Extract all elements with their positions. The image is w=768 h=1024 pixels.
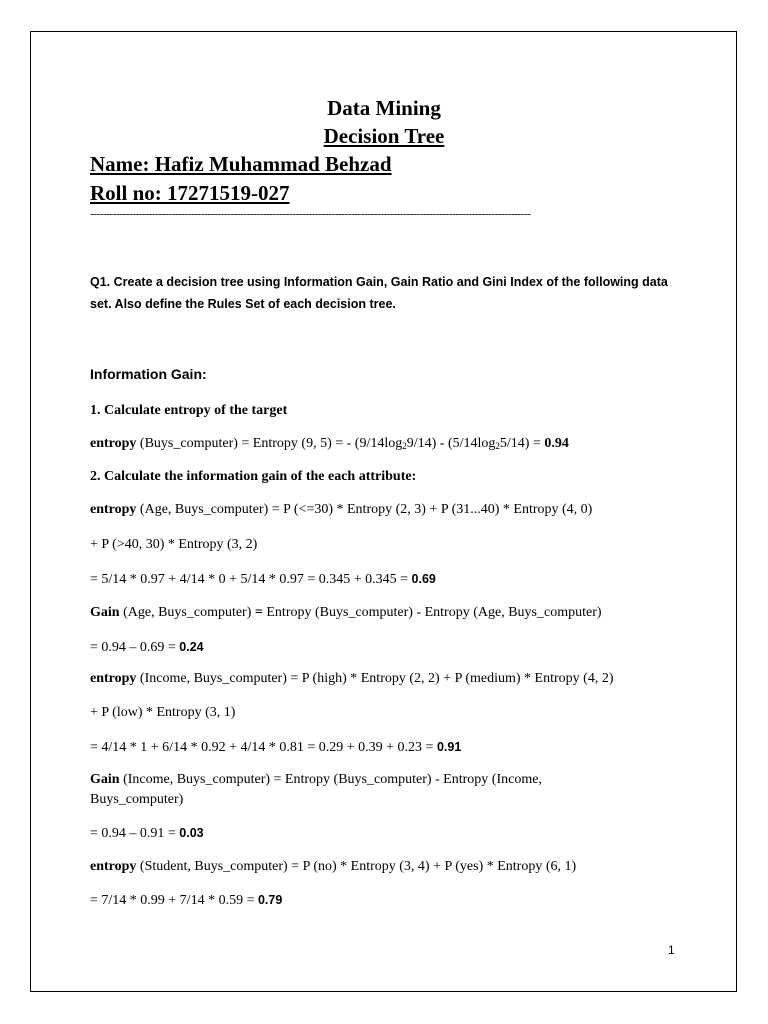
step-2-heading: 2. Calculate the information gain of the each attribute: [90,469,417,484]
entropy-income-line: entropy (Income, Buys_computer) = P (high) * Entropy (2, 2) + P (medium) * Entropy (4, 2) [90,671,614,686]
gain-age-result: 0.24 [179,640,204,654]
entropy-student-result: 0.79 [257,893,283,907]
section-heading: Information Gain: [90,366,207,382]
gain-income-line: Gain (Income, Buys_computer) = Entropy (Buys_computer) - Entropy (Income, [90,772,542,787]
entropy-target-result: 0.94 [544,436,569,451]
author-name: Name: Hafiz Muhammad Behzad [90,152,392,176]
entropy-target-line: entropy (Buys_computer) = Entropy (9, 5) = - $(9/14\log_29/14) - (5/14\log_25/14) = 0.94$ [90,436,569,451]
roll-number: Roll no: 17271519-027 [90,181,290,205]
entropy-age-line: entropy (Age, Buys_computer) = P (<=30) * Entropy (2, 3) + P (31...40) * Entropy (4, 0) [90,502,593,517]
step-1-heading: 1. Calculate entropy of the target [90,403,288,418]
question-text: Q1. Create a decision tree using Information Gain, Gain Ratio and Gini Index of the following data set. Also define the Rules Set of each decision tree. [90,275,668,311]
page-subtitle: Decision Tree [323,124,445,148]
gain-income-calc: = 0.94 – 0.91 = 0.03 [90,826,204,841]
gain-income-result: 0.03 [179,826,204,840]
page-number: 1 [668,943,675,957]
entropy-income-calc: = 4/14 * 1 + 6/14 * 0.92 + 4/14 * 0.81 = 0.29 + 0.39 + 0.23 = 0.91 [90,740,462,755]
page-title: Data Mining [327,96,441,120]
entropy-age-calc: = 5/14 * 0.97 + 4/14 * 0 + 5/14 * 0.97 = 0.345 + 0.345 = 0.69 [90,572,436,587]
gain-age-line: Gain (Age, Buys_computer) = Entropy (Buys_computer) - Entropy (Age, Buys_computer) [90,605,602,620]
entropy-income-result: 0.91 [436,740,462,754]
separator-line: --------------------------------------------------------------------------------------------------------------------------------------- [90,208,531,220]
entropy-student-line: entropy (Student, Buys_computer) = P (no) * Entropy (3, 4) + P (yes) * Entropy (6, 1) [90,859,577,874]
gain-age-calc: = 0.94 – 0.69 = 0.24 [90,640,204,655]
entropy-age-continuation: + P (>40, 30) * Entropy (3, 2) [90,537,258,552]
gain-income-line-2: Buys_computer) [90,792,184,807]
entropy-student-calc: = 7/14 * 0.99 + 7/14 * 0.59 = 0.79 [90,893,283,908]
entropy-income-continuation: + P (low) * Entropy (3, 1) [90,705,236,720]
entropy-age-result: 0.69 [411,572,436,586]
